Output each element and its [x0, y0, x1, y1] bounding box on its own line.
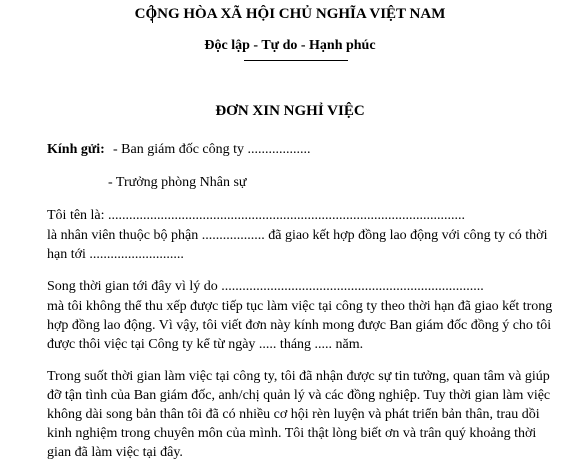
para2-line-3: hợp đồng lao động. Vì vậy, tôi viết đơn này kính mong được Ban giám đốc đồng ý cho tôi	[47, 318, 552, 333]
national-motto: Độc lập - Tự do - Hạnh phúc	[204, 38, 376, 53]
para3-line-2: đỡ tận tình của Ban giám đốc, anh/chị quản lý và các đồng nghiệp. Tuy thời gian làm việc	[47, 388, 551, 403]
recipient-label: Kính gửi:	[47, 142, 105, 157]
para1-line-1: Tôi tên là: ......................................................................................................	[47, 208, 466, 223]
recipient-line-2: - Trưởng phòng Nhân sự	[108, 175, 247, 190]
para1-line-3: hạn tới ...........................	[47, 247, 184, 262]
para3-line-5: gian đã làm việc tại đây.	[47, 445, 183, 460]
para2-line-2: mà tôi không thể thu xếp được tiếp tục làm việc tại công ty theo thời hạn đã giao kết trong	[47, 299, 553, 314]
national-title: CỘNG HÒA XÃ HỘI CHỦ NGHĨA VIỆT NAM	[134, 6, 446, 22]
para3-line-4: kinh nghiệm trong chuyên môn của mình. Tôi thật lòng biết ơn và trân quý khoảng thời	[47, 426, 537, 441]
motto-underline	[244, 60, 348, 61]
para2-line-1: Song thời gian tới đây vì lý do ...........................................................................	[47, 279, 484, 294]
recipient-line-1: - Ban giám đốc công ty ..................	[113, 142, 311, 157]
para1-line-2: là nhân viên thuộc bộ phận .................. đã giao kết hợp đồng lao động với công ty có thời	[47, 228, 548, 243]
para2-line-4: được thôi việc tại Công ty kể từ ngày ..... tháng ..... năm.	[47, 337, 364, 352]
document-title: ĐƠN XIN NGHỈ VIỆC	[215, 103, 365, 119]
para3-line-3: không dài song bản thân tôi đã có nhiều cơ hội rèn luyện và phát triển bản thân, trau dồi	[47, 407, 540, 422]
para3-line-1: Trong suốt thời gian làm việc tại công ty, tôi đã nhận được sự tin tưởng, quan tâm và giúp	[47, 369, 550, 384]
